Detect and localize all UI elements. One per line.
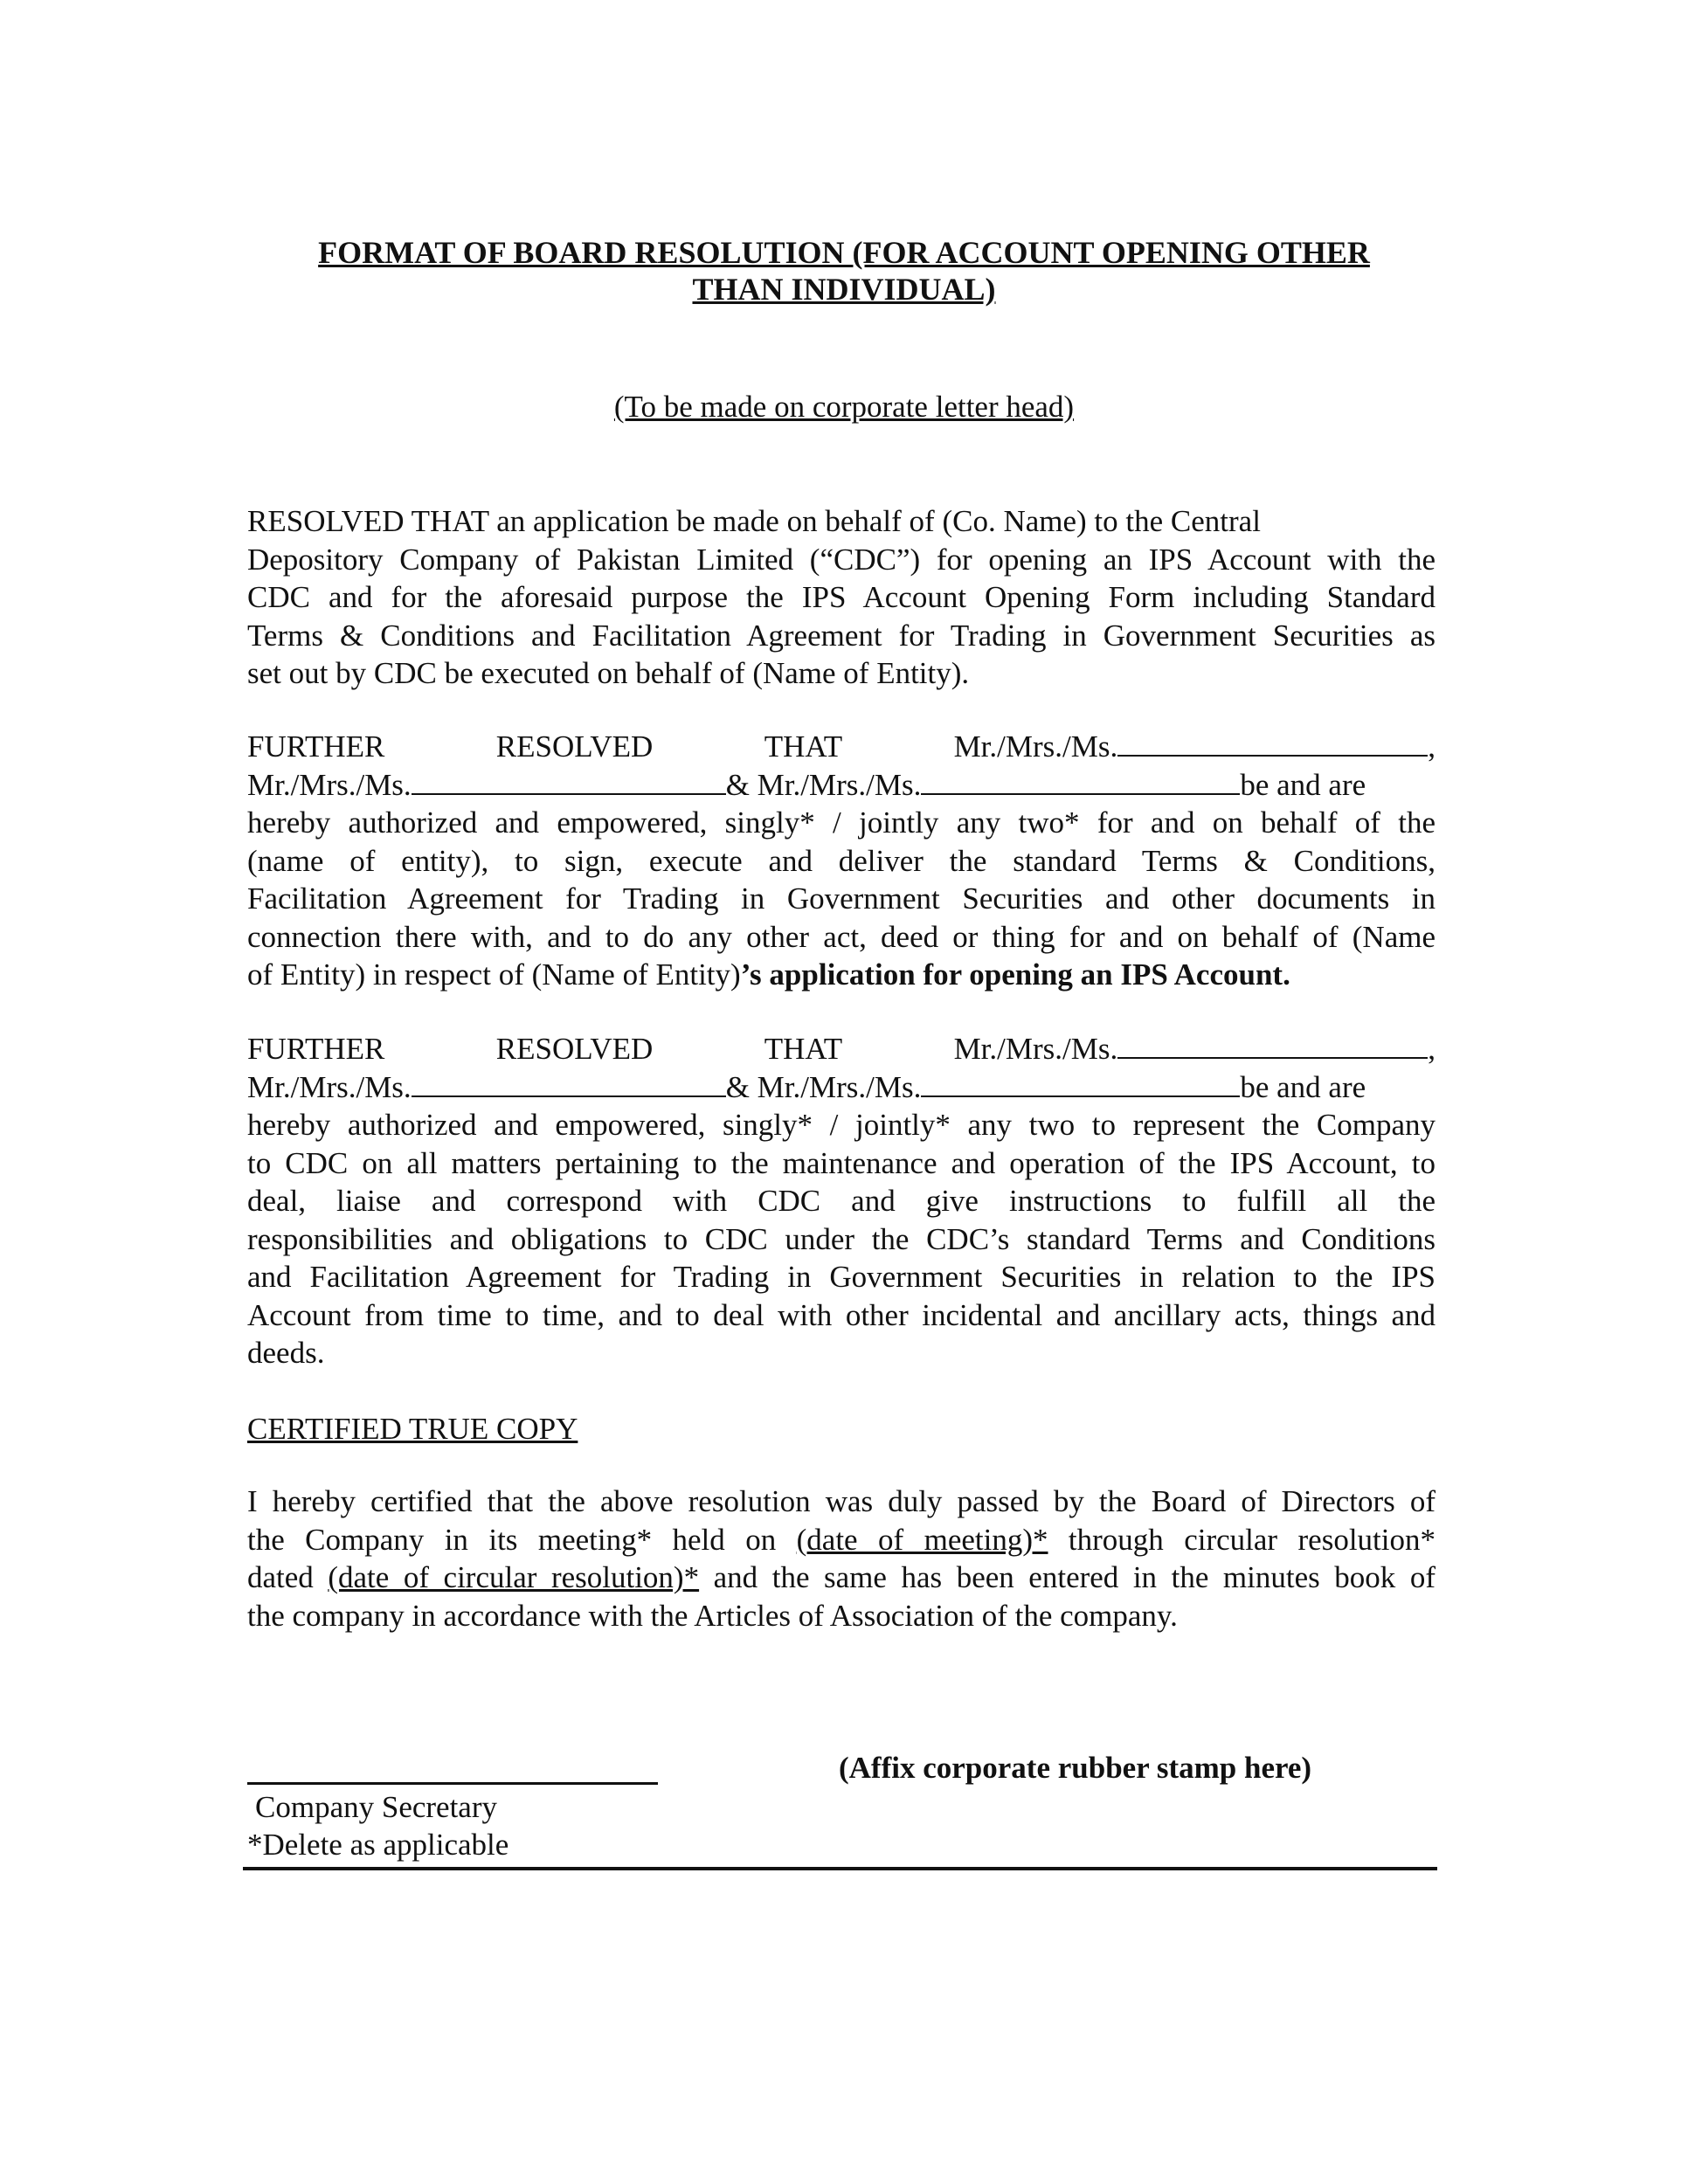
letterhead-note: (To be made on corporate letter head): [613, 390, 1075, 424]
salutation-text: Mr./Mrs./Ms.: [247, 1069, 412, 1104]
salutation-text: Mr./Mrs./Ms.: [953, 729, 1118, 764]
word-further: FURTHER: [247, 729, 385, 764]
text-line: and Facilitation Agreement for Trading in Government Securities in relation to the IPS: [247, 1260, 1435, 1294]
resolution-heading-line: [247, 1030, 1435, 1068]
blank-line: [921, 767, 1240, 795]
names-line: [247, 766, 1435, 805]
name-slot-1: [954, 1030, 1435, 1068]
word-that: THAT: [764, 1032, 843, 1066]
word-resolved: RESOLVED: [495, 1032, 654, 1066]
text-line: I hereby certified that the above resolution was duly passed by the Board of Directors of: [247, 1484, 1435, 1518]
text-line: [247, 502, 1435, 541]
text-line: deal, liaise and correspond with CDC and give instructions to fulfill all the: [247, 1184, 1435, 1218]
blank-line: [921, 1069, 1240, 1097]
text-line: Account from time to time, and to deal with other incidental and ancillary acts, things and: [247, 1297, 1435, 1332]
date-of-circular-placeholder: (date of circular resolution)*: [328, 1560, 700, 1594]
text-line: CDC and for the aforesaid purpose the IPS Account Opening Form including Standard: [247, 580, 1435, 614]
text-run: be and are: [1240, 1069, 1366, 1104]
title-line-1: FORMAT OF BOARD RESOLUTION (FOR ACCOUNT OPENING OTHER: [318, 235, 1370, 270]
text-line: hereby authorized and empowered, singly* / jointly any two* for and on behalf of the: [247, 805, 1435, 840]
certified-heading: CERTIFIED TRUE COPY: [247, 1412, 578, 1446]
comma: ,: [1428, 1032, 1435, 1066]
name-slot-1: [954, 728, 1435, 766]
resolution-paragraph-3: [247, 1030, 1435, 1372]
date-of-meeting-placeholder: (date of meeting)*: [796, 1522, 1048, 1557]
resolution-paragraph-2: [247, 728, 1435, 994]
comma: ,: [1428, 729, 1435, 764]
salutation-text: Mr./Mrs./Ms.: [953, 1032, 1118, 1066]
text-line: the company in accordance with the Articles of Association of the company.: [247, 1598, 1178, 1633]
salutation-text: & Mr./Mrs./Ms.: [725, 767, 922, 802]
title-line-2: THAN INDIVIDUAL): [692, 272, 996, 307]
text-run: be and are: [1240, 767, 1366, 802]
blank-line: [412, 767, 726, 795]
text-run: and the same has been entered in the minutes book of: [699, 1560, 1435, 1594]
signature-line: [247, 1782, 658, 1785]
blank-line: [1117, 729, 1428, 757]
bottom-rule: [243, 1867, 1437, 1870]
word-resolved: RESOLVED: [495, 729, 654, 764]
word-further: FURTHER: [247, 1032, 385, 1066]
blank-line: [1117, 1031, 1428, 1059]
stamp-instruction: (Affix corporate rubber stamp here): [839, 1751, 1312, 1785]
text-line: Depository Company of Pakistan Limited (“CDC”) for opening an IPS Account with the: [247, 542, 1435, 577]
resolution-heading-line: [247, 728, 1435, 766]
certification-paragraph: [247, 1482, 1435, 1635]
word-that: THAT: [764, 729, 843, 764]
signatory-role: Company Secretary: [255, 1790, 497, 1824]
text-line: deeds.: [247, 1336, 325, 1370]
bold-text-run: ’s application for opening an IPS Account.: [740, 957, 1290, 992]
blank-line: [412, 1069, 726, 1097]
text-line: connection there with, and to do any other act, deed or thing for and on behalf of (Name: [247, 919, 1435, 954]
text-run: dated: [247, 1560, 329, 1594]
document-title: [245, 234, 1443, 308]
text-line: [247, 956, 1435, 994]
text-line: [247, 1559, 1435, 1597]
text-line: Terms & Conditions and Facilitation Agreement for Trading in Government Securities as: [247, 618, 1435, 653]
names-line: [247, 1068, 1435, 1107]
text-run: RESOLVED THAT an application be made on behalf of (Co. Name) to the Central: [247, 504, 1261, 538]
text-line: set out by CDC be executed on behalf of (Name of Entity).: [247, 656, 970, 690]
text-line: (name of entity), to sign, execute and deliver the standard Terms & Conditions,: [247, 843, 1435, 878]
text-line: to CDC on all matters pertaining to the maintenance and operation of the IPS Account, to: [247, 1145, 1435, 1180]
text-line: responsibilities and obligations to CDC under the CDC’s standard Terms and Conditions: [247, 1221, 1435, 1256]
text-run: the Company in its meeting* held on: [247, 1522, 797, 1557]
footnote: *Delete as applicable: [247, 1828, 509, 1862]
salutation-text: Mr./Mrs./Ms.: [247, 767, 412, 802]
text-run: through circular resolution*: [1048, 1522, 1435, 1557]
text-line: [247, 1521, 1435, 1559]
text-run: of Entity) in respect of (Name of Entity): [247, 957, 741, 992]
text-line: hereby authorized and empowered, singly* / jointly* any two to represent the Company: [247, 1108, 1435, 1142]
text-line: Facilitation Agreement for Trading in Government Securities and other documents in: [247, 881, 1435, 916]
resolution-paragraph-1: [247, 502, 1435, 693]
salutation-text: & Mr./Mrs./Ms.: [725, 1069, 922, 1104]
